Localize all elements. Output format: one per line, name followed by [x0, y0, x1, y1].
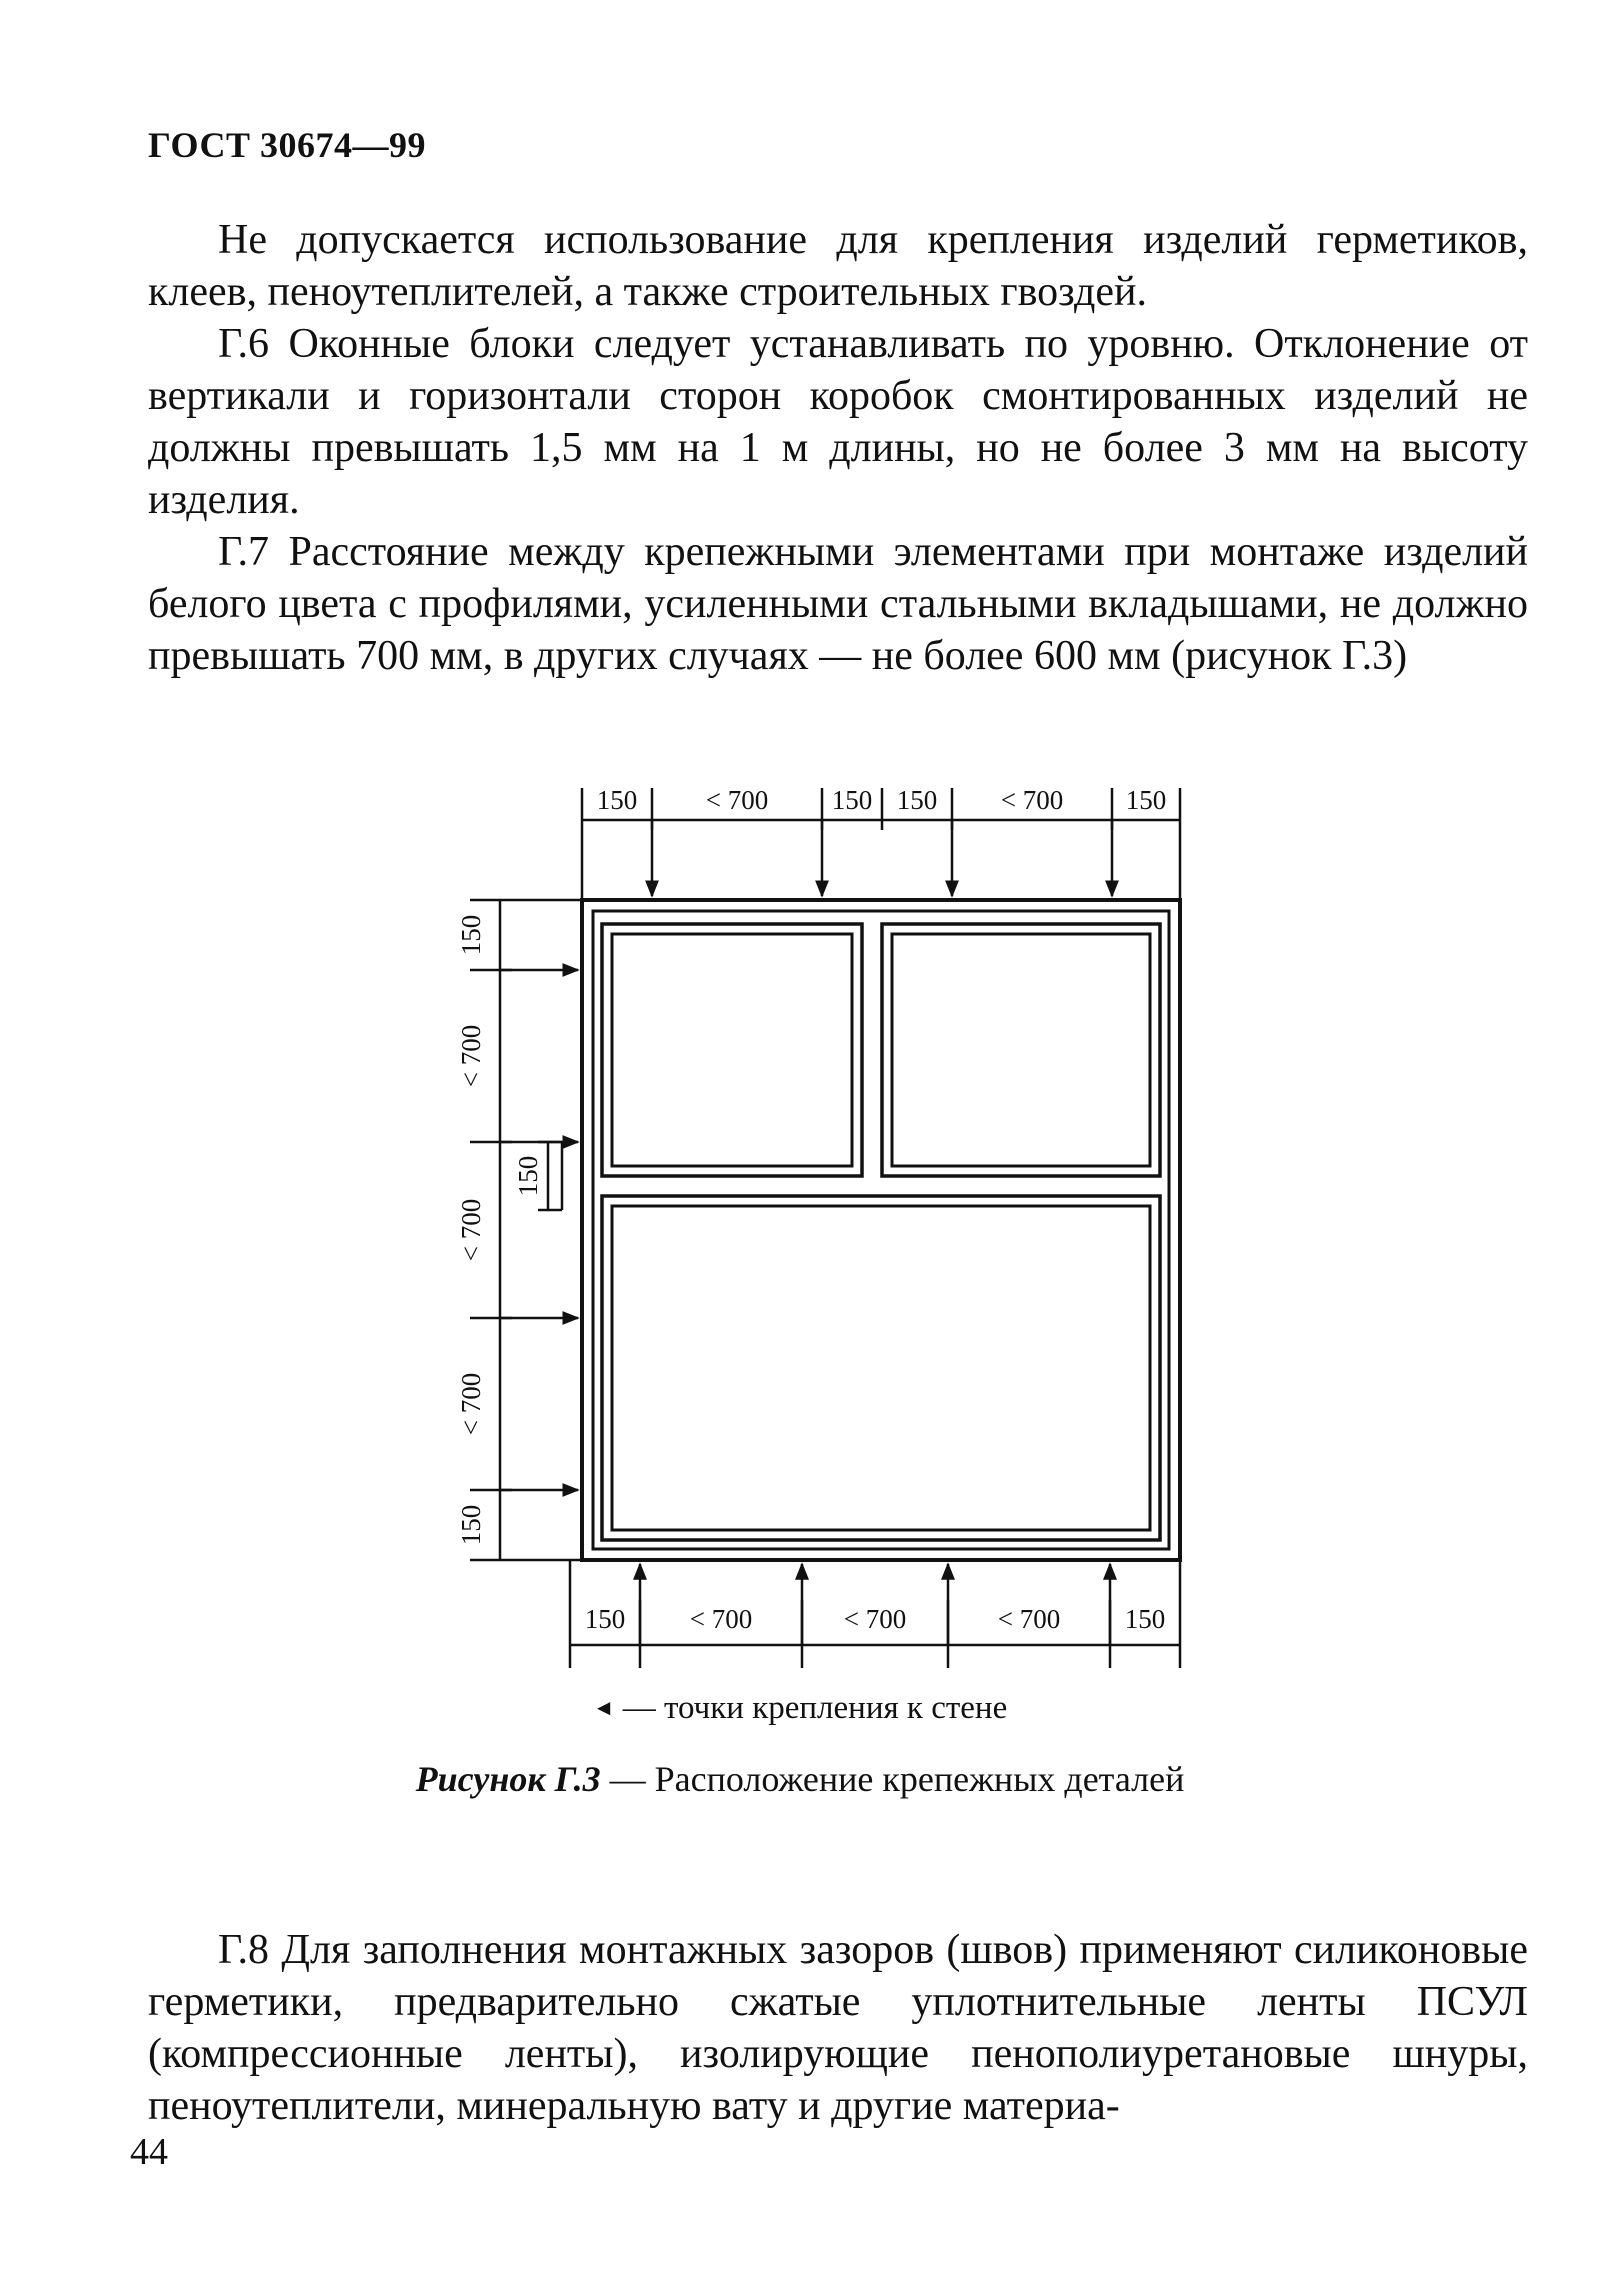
left-dim-label: < 700 — [456, 1198, 486, 1262]
figure-legend — [0, 1690, 1600, 1727]
paragraph: Г.7 Расстояние между крепежными элементами при монтаже изделий белого цвета с профилями, усиленными стальными вкладышами, не должно превышать 700 мм, в других случаях — не более 600 мм (рисунок Г.3) — [148, 529, 1528, 679]
top-dim-label: 150 — [831, 785, 873, 815]
left-dim-label: 150 — [456, 1504, 486, 1546]
figure-caption — [0, 1758, 1600, 1800]
bottom-dim-label: < 700 — [997, 1604, 1061, 1634]
fixing-point-arrow-icon: ◄ — [592, 1695, 615, 1720]
bottom-dim-label: < 700 — [689, 1604, 753, 1634]
page-number: 44 — [130, 2131, 168, 2173]
sash-top-right — [882, 924, 1160, 1176]
paragraph: Г.8 Для заполнения монтажных зазоров (швов) применяют силиконовые герметики, предварительно сжатые уплотнительные ленты ПСУЛ (компрессионные ленты), изолирующие пенополиуретановые шнуры, пеноутеплители, минеральную вату и другие материа- — [148, 1927, 1528, 2129]
left-fixing-arrows — [500, 970, 578, 1490]
top-dim-label: 150 — [596, 785, 638, 815]
caption-label: Рисунок Г.3 — [415, 1759, 601, 1799]
text-block-bottom — [148, 1924, 1528, 2132]
bottom-dim-label: 150 — [1124, 1604, 1166, 1634]
left-dimension-chain — [470, 900, 582, 1560]
left-dim-label: 150 — [456, 914, 486, 956]
top-dim-label: < 700 — [705, 785, 769, 815]
document-header: ГОСТ 30674—99 — [148, 125, 426, 165]
bottom-dim-label: 150 — [584, 1604, 626, 1634]
top-dimension-chain — [582, 788, 1180, 900]
left-dim-label: < 700 — [456, 1024, 486, 1088]
top-fixing-arrows — [652, 820, 1112, 896]
sash-bottom — [602, 1196, 1160, 1540]
sash-top-left — [602, 924, 862, 1176]
top-dim-label: < 700 — [1000, 785, 1064, 815]
top-dim-label: 150 — [1125, 785, 1167, 815]
paragraph: Г.6 Оконные блоки следует устанавливать по уровню. Отклонение от вертикали и горизонтали сторон коробок смонтированных изделий не должны превышать 1,5 мм на 1 м длины, но не более 3 мм на высоту изделия. — [148, 321, 1528, 523]
top-dim-label: 150 — [896, 785, 938, 815]
caption-text: — Расположение крепежных деталей — [600, 1759, 1185, 1799]
bottom-dim-label: < 700 — [843, 1604, 907, 1634]
paragraph: Не допускается использование для крепления изделий герметиков, клеев, пеноутеплителей, а также строительных гвоздей. — [148, 217, 1528, 315]
legend-text: — точки крепления к стене — [622, 1690, 1008, 1726]
left-dim-label: < 700 — [456, 1372, 486, 1436]
inner-dim-label: 150 — [513, 1155, 543, 1197]
